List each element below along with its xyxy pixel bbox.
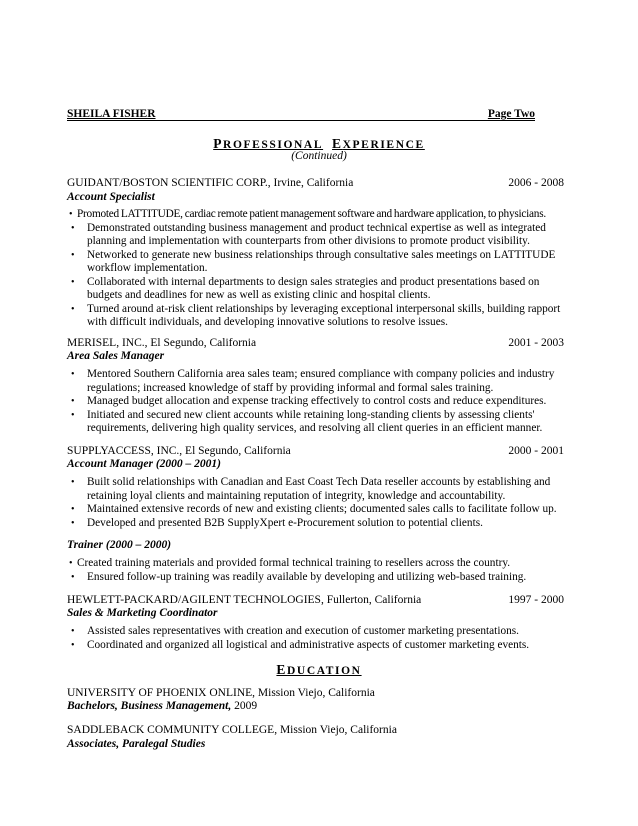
school-name: SADDLEBACK COMMUNITY COLLEGE, Mission Viejo, California [67,724,397,736]
list-item: • Initiated and secured new client accounts while retaining long-standing clients by assessing clients' requirements, delivering high quality services, and resolving all client queries in an efficient manner. [67,409,571,436]
experience-heading: PROFESSIONAL EXPERIENCE [213,136,425,151]
job-bullets [67,208,571,330]
list-item: • Maintained extensive records of new and existing clients; documented sales calls to facilitate follow up. [67,503,571,517]
school-degree-line [67,700,567,714]
job-role: Account Specialist [67,191,155,203]
list-item: • Assisted sales representatives with creation and execution of customer marketing presentations. [67,625,571,639]
job-company-line [67,337,567,351]
list-item: • Demonstrated outstanding business management and product technical expertise as well as integrated planning and implementation with counterparts from other divisions to promote product visibility. [67,222,571,249]
job-dates: 1997 - 2000 [508,594,564,606]
list-item: • Turned around at-risk client relationships by leveraging exceptional interpersonal skills, building rapport with difficult individuals, and developing innovative solutions to resolve issues. [67,303,571,330]
list-item: • Collaborated with internal departments to design sales strategies and product presentations based on budgets and deadlines for new as well as existing clinic and hospital clients. [67,276,571,303]
list-item: • Ensured follow-up training was readily available by developing and utilizing web-based training. [67,571,571,585]
job-dates: 2000 - 2001 [508,445,564,457]
job-role: Area Sales Manager [67,350,165,362]
job-company-line [67,594,567,608]
list-item: • Built solid relationships with Canadian and East Coast Tech Data reseller accounts by establishing and retaining loyal clients and maintaining reputation of integrity, knowledge and accountability. [67,476,571,503]
school-degree: Associates, Paralegal Studies [67,738,206,750]
list-item: • Promoted LATTITUDE, cardiac remote patient management software and hardware application, to physicians. [67,208,571,222]
list-item: • Managed budget allocation and expense tracking effectively to control costs and reduce expenditures. [67,395,571,409]
continued-note: (Continued) [291,150,347,162]
job-dates: 2006 - 2008 [508,177,564,189]
job-role: Sales & Marketing Coordinator [67,607,218,619]
job-company: GUIDANT/BOSTON SCIENTIFIC CORP., Irvine, California [67,177,354,189]
job-role: Account Manager (2000 – 2001) [67,458,221,470]
school-name: UNIVERSITY OF PHOENIX ONLINE, Mission Viejo, California [67,687,375,699]
page-header [67,108,535,121]
job-company-line [67,177,567,191]
job-bullets-secondary [67,557,571,584]
list-item: • Developed and presented B2B SupplyXpert e-Procurement solution to potential clients. [67,517,571,531]
job-role-secondary: Trainer (2000 – 2000) [67,539,172,551]
list-item: • Networked to generate new business relationships through consultative sales meetings on LATTITUDE workflow implementation. [67,249,571,276]
job-company: HEWLETT-PACKARD/AGILENT TECHNOLOGIES, Fullerton, California [67,594,422,606]
job-bullets [67,476,571,530]
job-dates: 2001 - 2003 [508,337,564,349]
job-company: MERISEL, INC., El Segundo, California [67,337,257,349]
job-bullets [67,625,571,652]
job-company: SUPPLYACCESS, INC., El Segundo, California [67,445,291,457]
candidate-name: SHEILA FISHER [67,108,156,120]
school-degree: Bachelors, Business Management, [67,700,232,712]
list-item: • Coordinated and organized all logistical and administrative aspects of customer marketing events. [67,639,571,653]
page-number: Page Two [487,108,535,120]
job-company-line [67,445,567,459]
school-year: 2009 [231,700,258,712]
list-item: • Mentored Southern California area sales team; ensured compliance with company policies and industry regulations; increased knowledge of staff by providing informal and formal sales training. [67,368,571,395]
education-heading: EDUCATION [276,662,362,677]
job-bullets [67,368,571,436]
list-item: • Created training materials and provided formal technical training to resellers across the country. [67,557,571,571]
